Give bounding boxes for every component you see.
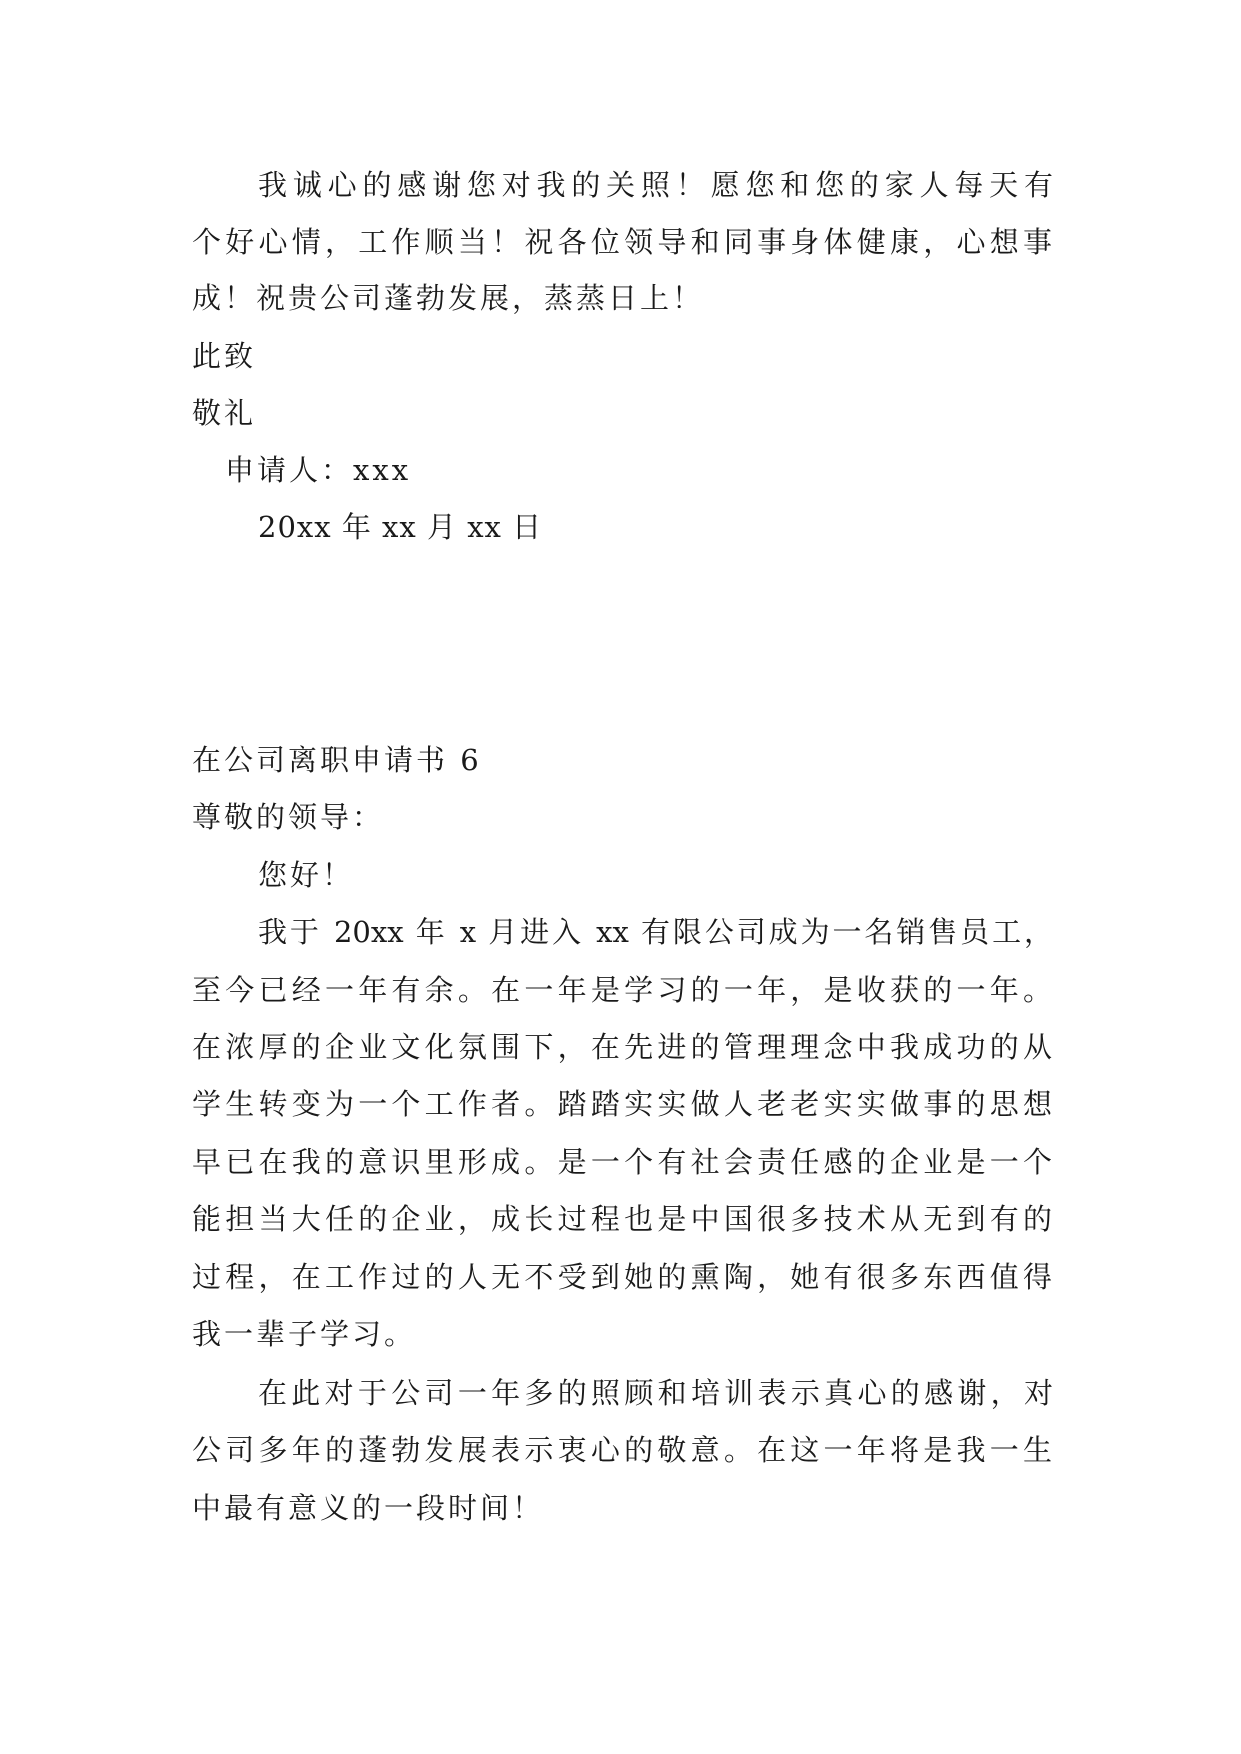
paragraph-line: 至今已经一年有余。在一年是学习的一年，是收获的一年。 <box>192 973 1052 1007</box>
closing-line: 敬礼 <box>192 396 257 430</box>
salutation: 尊敬的领导： <box>192 800 385 834</box>
paragraph-line: 我于 20xx 年 x 月进入 xx 有限公司成为一名销售员工， <box>258 915 1053 949</box>
paragraph-line: 成！祝贵公司蓬勃发展，蒸蒸日上！ <box>192 281 705 315</box>
paragraph-line: 在此对于公司一年多的照顾和培训表示真心的感谢，对 <box>258 1376 1053 1410</box>
paragraph-line: 学生转变为一个工作者。踏踏实实做人老老实实做事的思想 <box>192 1087 1052 1121</box>
closing-line: 此致 <box>192 339 257 373</box>
paragraph-line: 能担当大任的企业，成长过程也是中国很多技术从无到有的 <box>192 1202 1052 1236</box>
date-line: 20xx 年 xx 月 xx 日 <box>258 510 543 544</box>
greeting: 您好！ <box>258 858 355 892</box>
applicant-line: 申请人：xxx <box>225 453 412 487</box>
paragraph-line: 我一辈子学习。 <box>192 1317 417 1351</box>
document-title: 在公司离职申请书 6 <box>192 743 482 777</box>
paragraph-line: 早已在我的意识里形成。是一个有社会责任感的企业是一个 <box>192 1145 1052 1179</box>
paragraph-line: 个好心情，工作顺当！祝各位领导和同事身体健康，心想事 <box>192 225 1052 259</box>
paragraph-line: 公司多年的蓬勃发展表示衷心的敬意。在这一年将是我一生 <box>192 1433 1052 1467</box>
paragraph-line: 我诚心的感谢您对我的关照！愿您和您的家人每天有 <box>258 168 1053 202</box>
paragraph-line: 中最有意义的一段时间！ <box>192 1491 545 1525</box>
paragraph-line: 过程，在工作过的人无不受到她的熏陶，她有很多东西值得 <box>192 1260 1052 1294</box>
paragraph-line: 在浓厚的企业文化氛围下，在先进的管理理念中我成功的从 <box>192 1030 1052 1064</box>
